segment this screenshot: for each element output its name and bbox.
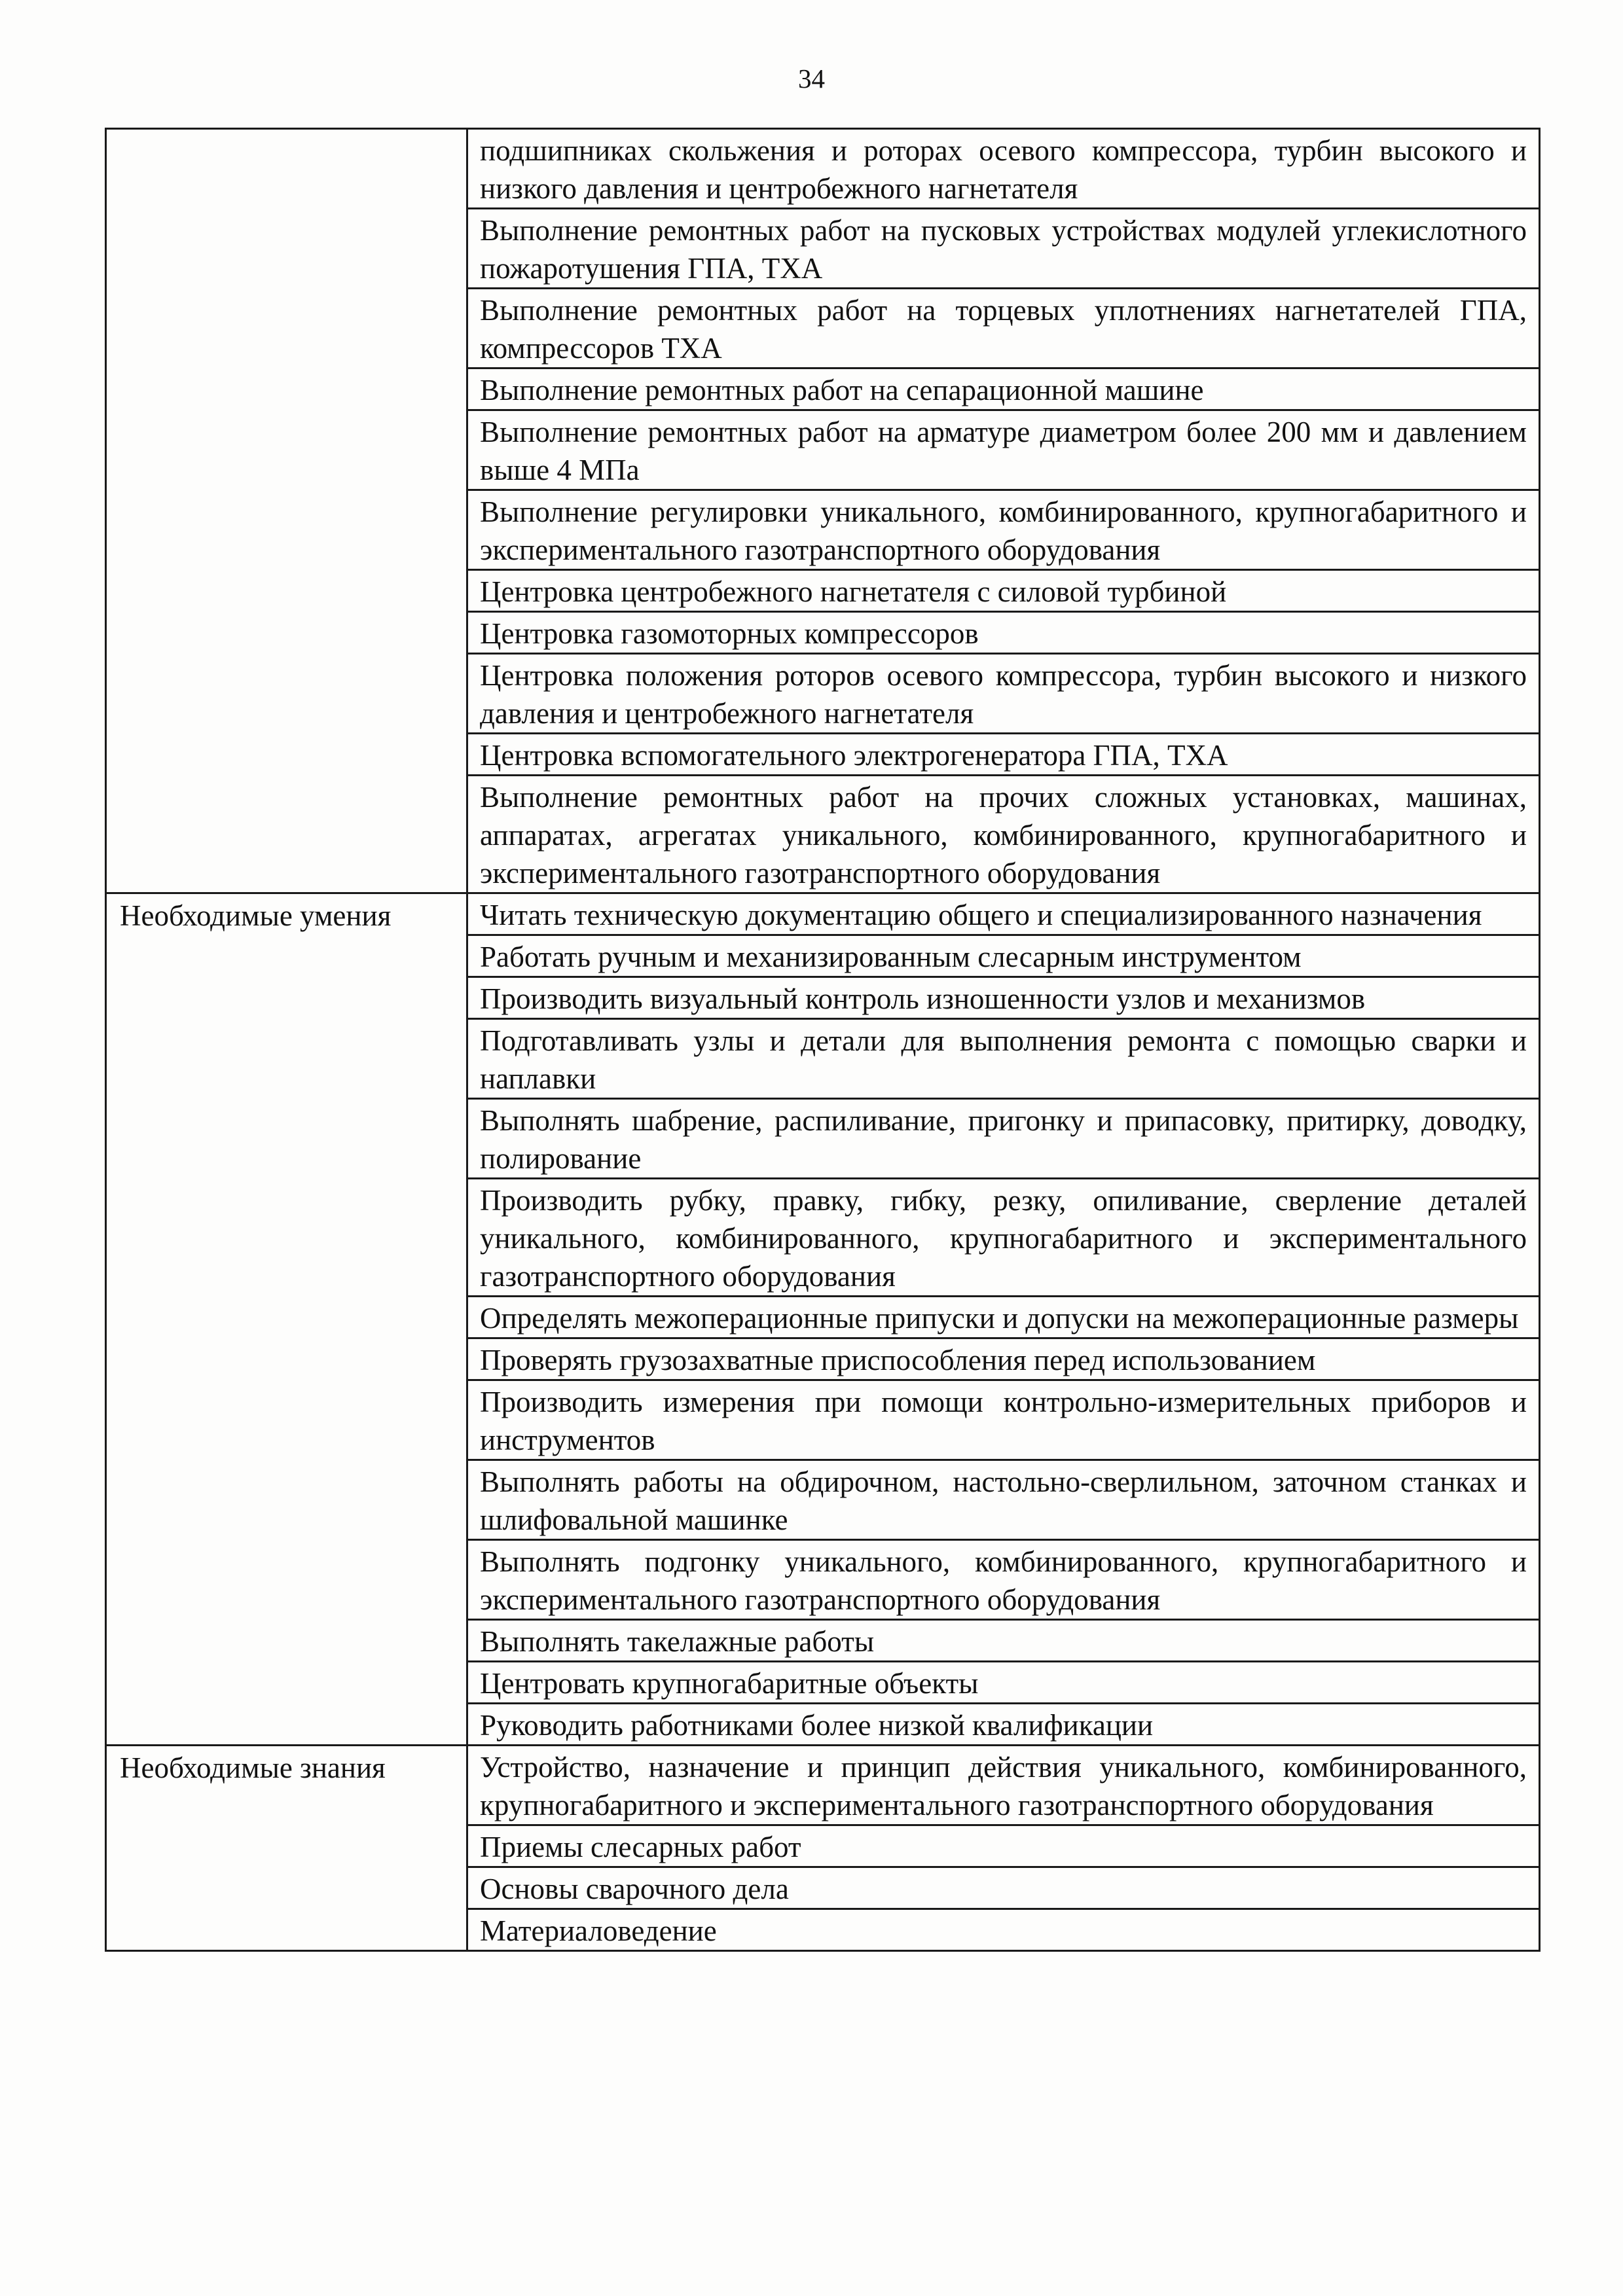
section-item: Выполнение ремонтных работ на сепарационной машине [467,368,1540,410]
section-item: Производить измерения при помощи контрольно-измерительных приборов и инструментов [467,1380,1540,1460]
section-item: Производить визуальный контроль изношенности узлов и механизмов [467,977,1540,1019]
section-item: Центровка вспомогательного электрогенератора ГПА, ТХА [467,734,1540,776]
section-item: Устройство, назначение и принцип действия уникального, комбинированного, крупногабаритного и экспериментального газотранспортного оборудования [467,1746,1540,1825]
section-item: Определять межоперационные припуски и допуски на межоперационные размеры [467,1297,1540,1338]
section-item: Выполнять такелажные работы [467,1620,1540,1662]
section-item: Приемы слесарных работ [467,1825,1540,1867]
table-row [106,893,1540,935]
section-label: Необходимые умения [106,893,467,1746]
table-row [106,1746,1540,1825]
qualification-table [105,128,1541,1952]
qualification-table-body [106,129,1540,1951]
section-item: Производить рубку, правку, гибку, резку, опиливание, сверление деталей уникального, комбинированного, крупногабаритного и экспериментального газотранспортного оборудования [467,1179,1540,1297]
section-label: Необходимые знания [106,1746,467,1951]
section-item: Основы сварочного дела [467,1867,1540,1909]
section-label [106,129,467,893]
section-item: Выполнять подгонку уникального, комбинированного, крупногабаритного и экспериментального газотранспортного оборудования [467,1540,1540,1620]
table-row [106,129,1540,209]
section-item: Выполнять работы на обдирочном, настольно-сверлильном, заточном станках и шлифовальной машинке [467,1460,1540,1540]
section-item: Центровать крупногабаритные объекты [467,1662,1540,1704]
section-item: Материаловедение [467,1909,1540,1951]
section-item: Выполнение ремонтных работ на прочих сложных установках, машинах, аппаратах, агрегатах уникального, комбинированного, крупногабаритного и экспериментального газотранспортного оборудования [467,776,1540,893]
section-item: подшипниках скольжения и роторах осевого компрессора, турбин высокого и низкого давления и центробежного нагнетателя [467,129,1540,209]
section-item: Центровка газомоторных компрессоров [467,612,1540,654]
section-item: Выполнение регулировки уникального, комбинированного, крупногабаритного и экспериментального газотранспортного оборудования [467,490,1540,570]
section-item: Проверять грузозахватные приспособления перед использованием [467,1338,1540,1380]
section-item: Подготавливать узлы и детали для выполнения ремонта с помощью сварки и наплавки [467,1019,1540,1099]
section-item: Читать техническую документацию общего и специализированного назначения [467,893,1540,935]
section-item: Выполнять шабрение, распиливание, пригонку и припасовку, притирку, доводку, полирование [467,1099,1540,1179]
section-item: Центровка положения роторов осевого компрессора, турбин высокого и низкого давления и центробежного нагнетателя [467,654,1540,734]
section-item: Выполнение ремонтных работ на пусковых устройствах модулей углекислотного пожаротушения ГПА, ТХА [467,209,1540,289]
section-item: Центровка центробежного нагнетателя с силовой турбиной [467,570,1540,612]
section-item: Выполнение ремонтных работ на арматуре диаметром более 200 мм и давлением выше 4 МПа [467,410,1540,490]
section-item: Руководить работниками более низкой квалификации [467,1704,1540,1746]
page-number: 34 [798,63,825,94]
section-item: Работать ручным и механизированным слесарным инструментом [467,935,1540,977]
section-item: Выполнение ремонтных работ на торцевых уплотнениях нагнетателей ГПА, компрессоров ТХА [467,289,1540,368]
